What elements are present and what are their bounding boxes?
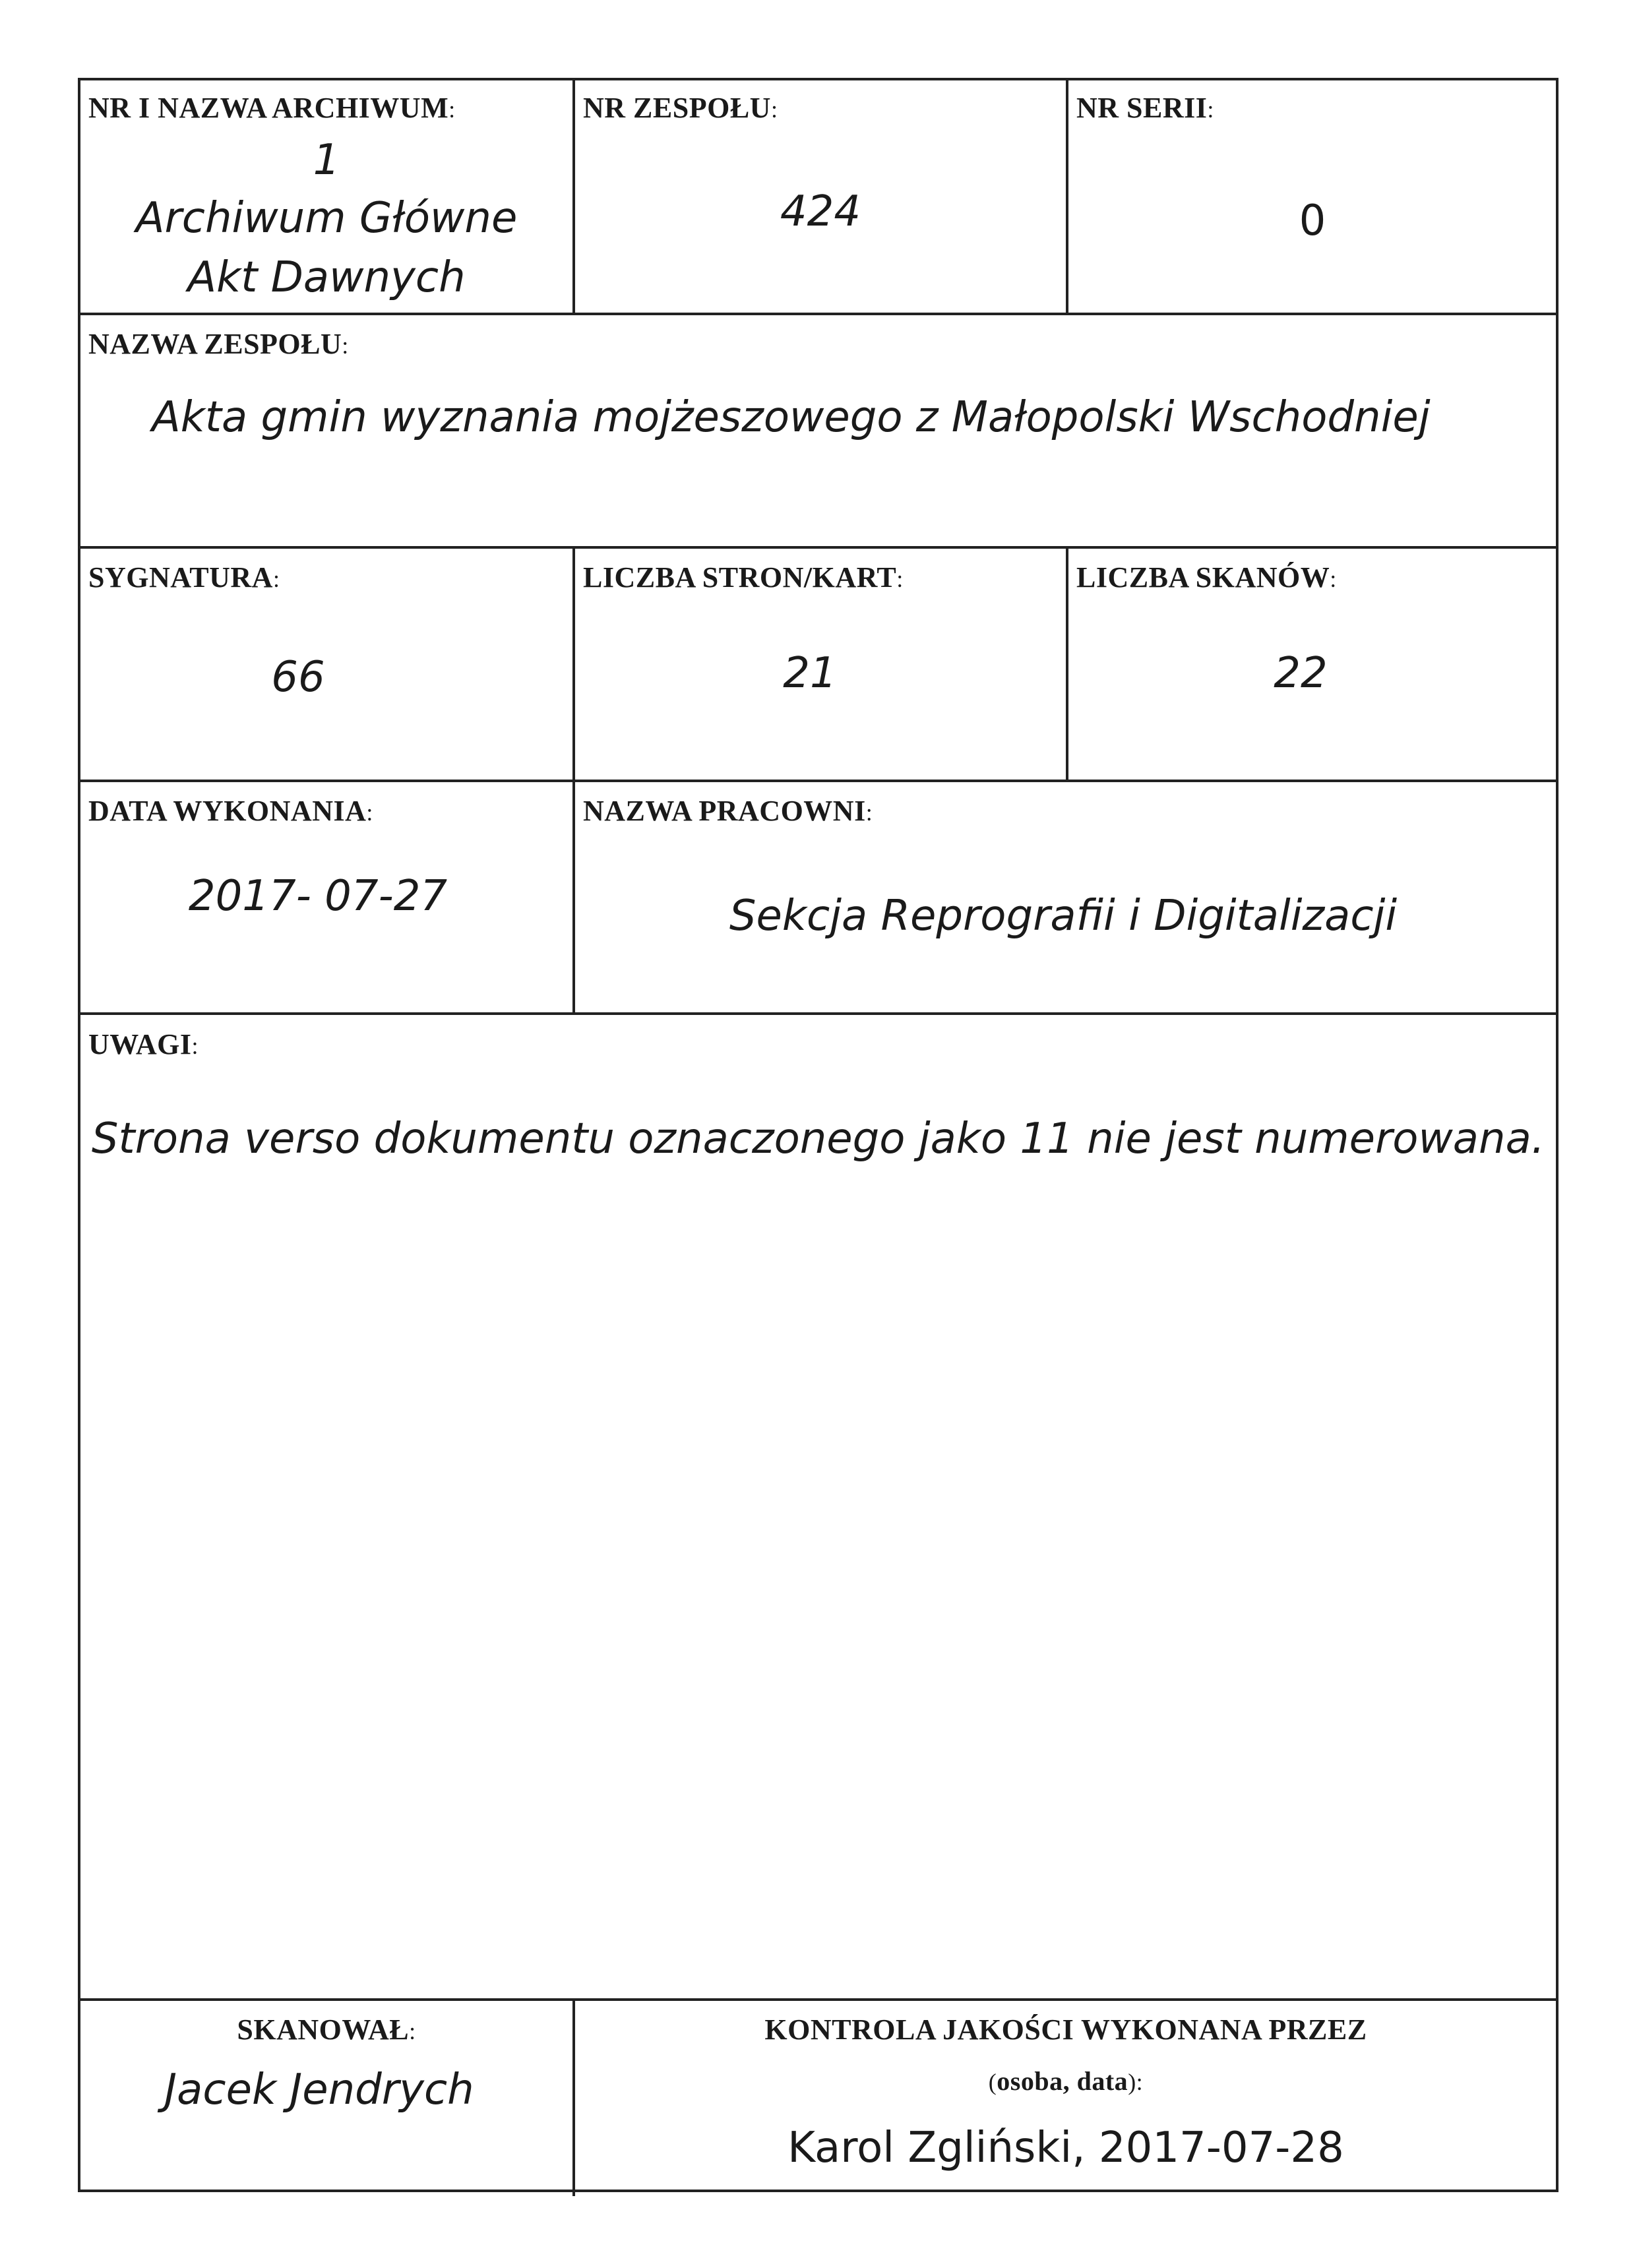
fonds-number-label: NR ZESPOŁU: — [583, 92, 778, 124]
remarks-label: UWAGI: — [88, 1028, 199, 1060]
quality-control-value: Karol Zgliński, 2017-07-28 — [787, 2124, 1344, 2172]
pages-count-value: 21 — [783, 649, 837, 698]
scans-count-value: 22 — [1274, 649, 1328, 698]
fonds-number-value: 424 — [780, 187, 861, 236]
signature-value: 66 — [271, 653, 325, 702]
pages-count-label: LICZBA STRON/KART: — [583, 561, 904, 594]
row-divider-5 — [80, 1998, 1556, 2001]
signature-label: SYGNATURA: — [88, 561, 280, 594]
scanned-by-label: SKANOWAŁ: — [237, 2013, 416, 2046]
scans-count-label: LICZBA SKANÓW: — [1076, 561, 1337, 594]
workshop-value: Sekcja Reprografii i Digitalizacji — [729, 892, 1398, 940]
series-number-label: NR SERII: — [1076, 92, 1214, 124]
execution-date-label: DATA WYKONANIA: — [88, 795, 373, 827]
archive-label: NR I NAZWA ARCHIWUM: — [88, 92, 456, 124]
row-divider-1 — [80, 313, 1556, 315]
archive-name-line2: Akt Dawnych — [187, 253, 466, 302]
row-divider-4 — [80, 1012, 1556, 1015]
quality-control-label: KONTROLA JAKOŚCI WYKONANA PRZEZ — [764, 2013, 1367, 2046]
row-divider-2 — [80, 546, 1556, 549]
scanned-by-value: Jacek Jendrych — [164, 2066, 474, 2114]
archive-name-line1: Archiwum Główne — [135, 194, 518, 243]
fonds-name-value: Akta gmin wyznania mojżeszowego z Małopolski Wschodniej — [152, 393, 1431, 442]
workshop-label: NAZWA PRACOWNI: — [583, 795, 873, 827]
fonds-name-label: NAZWA ZESPOŁU: — [88, 328, 349, 360]
row-divider-3 — [80, 780, 1556, 782]
metadata-form — [78, 78, 1558, 2192]
series-number-value: 0 — [1299, 197, 1326, 245]
quality-control-sublabel: (osoba, data): — [988, 2066, 1144, 2096]
execution-date-value: 2017- 07-27 — [188, 872, 448, 921]
archive-number: 1 — [313, 136, 340, 185]
remarks-value: Strona verso dokumentu oznaczonego jako 11 nie jest numerowana. — [91, 1115, 1545, 1163]
